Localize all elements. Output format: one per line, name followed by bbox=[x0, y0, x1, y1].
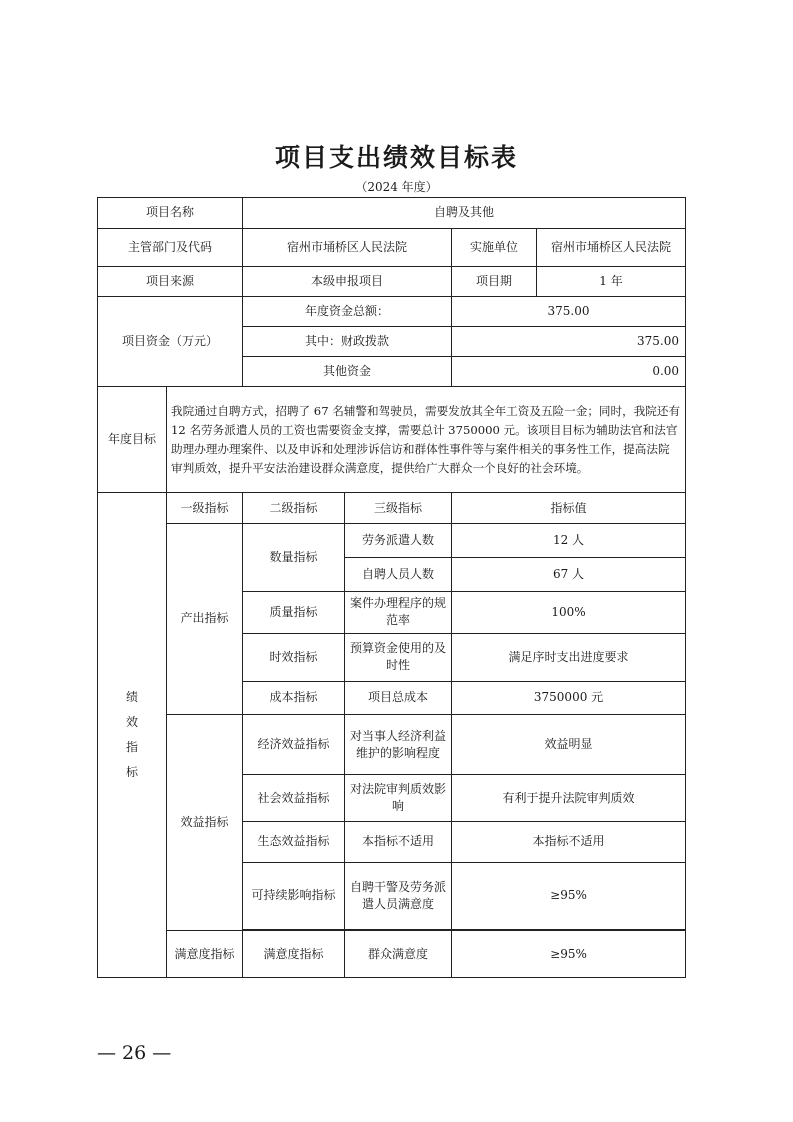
level3-cell: 案件办理程序的规范率 bbox=[345, 592, 452, 634]
fiscal-funds-label: 其中：财政拨款 bbox=[243, 327, 452, 357]
value-cell: 满足序时支出进度要求 bbox=[452, 633, 686, 681]
table-row bbox=[98, 198, 686, 229]
level3-cell: 自聘干警及劳务派遣人员满意度 bbox=[345, 862, 452, 929]
project-name-value: 自聘及其他 bbox=[243, 198, 686, 229]
value-cell: 有利于提升法院审判质效 bbox=[452, 775, 686, 822]
performance-target-table bbox=[97, 197, 686, 978]
funds-label: 项目资金（万元） bbox=[98, 296, 243, 387]
year-subtitle: （2024 年度） bbox=[355, 180, 438, 194]
dept-value: 宿州市埇桥区人民法院 bbox=[243, 228, 452, 267]
level3-cell: 群众满意度 bbox=[345, 931, 452, 978]
level3-cell: 自聘人员人数 bbox=[345, 558, 452, 592]
table-row bbox=[98, 296, 686, 327]
satisfaction-label: 满意度指标 bbox=[167, 931, 243, 978]
indicators-section-text: 绩效指标 bbox=[125, 690, 138, 780]
header-level3: 三级指标 bbox=[345, 493, 452, 524]
total-funds-value: 375.00 bbox=[452, 296, 686, 327]
period-label: 项目期 bbox=[452, 267, 537, 297]
value-cell: 12 人 bbox=[452, 523, 686, 558]
level3-cell: 对当事人经济利益维护的影响程度 bbox=[345, 715, 452, 775]
value-cell: 100% bbox=[452, 592, 686, 634]
fiscal-funds-value: 375.00 bbox=[452, 327, 686, 357]
header-value: 指标值 bbox=[452, 493, 686, 524]
level2-cell: 满意度指标 bbox=[243, 931, 345, 978]
level2-cell: 经济效益指标 bbox=[243, 715, 345, 775]
header-level1: 一级指标 bbox=[167, 493, 243, 524]
value-cell: ≥95% bbox=[452, 862, 686, 929]
value-cell: 效益明显 bbox=[452, 715, 686, 775]
output-label: 产出指标 bbox=[167, 523, 243, 714]
annual-goal-text: 我院通过自聘方式，招聘了 67 名辅警和驾驶员，需要发放其全年工资及五险一金；同时，我院还有 12 名劳务派遣人员的工资也需要资金支撑，需要总计 3750000 元。该项目目标为辅助法官和法官助理办理办理案件、以及申诉和处理涉诉信访和群体性事件等与案件相关的事务性工作，提高法院审判质效，提升平安法治建设群众满意度，提供给广大群众一个良好的社会环境。 bbox=[167, 387, 686, 493]
level3-cell: 本指标不适用 bbox=[345, 822, 452, 863]
value-cell: 3750000 元 bbox=[452, 681, 686, 715]
level3-cell: 对法院审判质效影响 bbox=[345, 775, 452, 822]
level2-cell: 质量指标 bbox=[243, 592, 345, 634]
indicators-section-label bbox=[98, 493, 167, 978]
dept-label: 主管部门及代码 bbox=[98, 228, 243, 267]
benefit-label: 效益指标 bbox=[167, 715, 243, 931]
header-level2: 二级指标 bbox=[243, 493, 345, 524]
source-label: 项目来源 bbox=[98, 267, 243, 297]
page-number: — 26 — bbox=[97, 1042, 172, 1064]
table-row bbox=[98, 267, 686, 297]
table-row bbox=[98, 715, 686, 775]
level2-cell: 可持续影响指标 bbox=[243, 862, 345, 929]
other-funds-value: 0.00 bbox=[452, 356, 686, 387]
level2-cell: 时效指标 bbox=[243, 633, 345, 681]
quantity-label: 数量指标 bbox=[243, 523, 345, 591]
total-funds-label: 年度资金总额： bbox=[243, 296, 452, 327]
value-cell: 67 人 bbox=[452, 558, 686, 592]
level2-cell: 成本指标 bbox=[243, 681, 345, 715]
impl-value: 宿州市埇桥区人民法院 bbox=[537, 228, 686, 267]
table-row bbox=[98, 931, 686, 978]
other-funds-label: 其他资金 bbox=[243, 356, 452, 387]
value-cell: 本指标不适用 bbox=[452, 822, 686, 863]
table-row bbox=[98, 493, 686, 524]
impl-label: 实施单位 bbox=[452, 228, 537, 267]
period-value: 1 年 bbox=[537, 267, 686, 297]
annual-goal-label: 年度目标 bbox=[98, 387, 167, 493]
table-row bbox=[98, 387, 686, 493]
project-name-label: 项目名称 bbox=[98, 198, 243, 229]
level3-cell: 劳务派遣人数 bbox=[345, 523, 452, 558]
page-title: 项目支出绩效目标表 bbox=[274, 143, 518, 172]
level3-cell: 项目总成本 bbox=[345, 681, 452, 715]
level2-cell: 生态效益指标 bbox=[243, 822, 345, 863]
table-row bbox=[98, 228, 686, 267]
level3-cell: 预算资金使用的及时性 bbox=[345, 633, 452, 681]
table-row bbox=[98, 523, 686, 558]
level2-cell: 社会效益指标 bbox=[243, 775, 345, 822]
source-value: 本级申报项目 bbox=[243, 267, 452, 297]
value-cell: ≥95% bbox=[452, 931, 686, 978]
